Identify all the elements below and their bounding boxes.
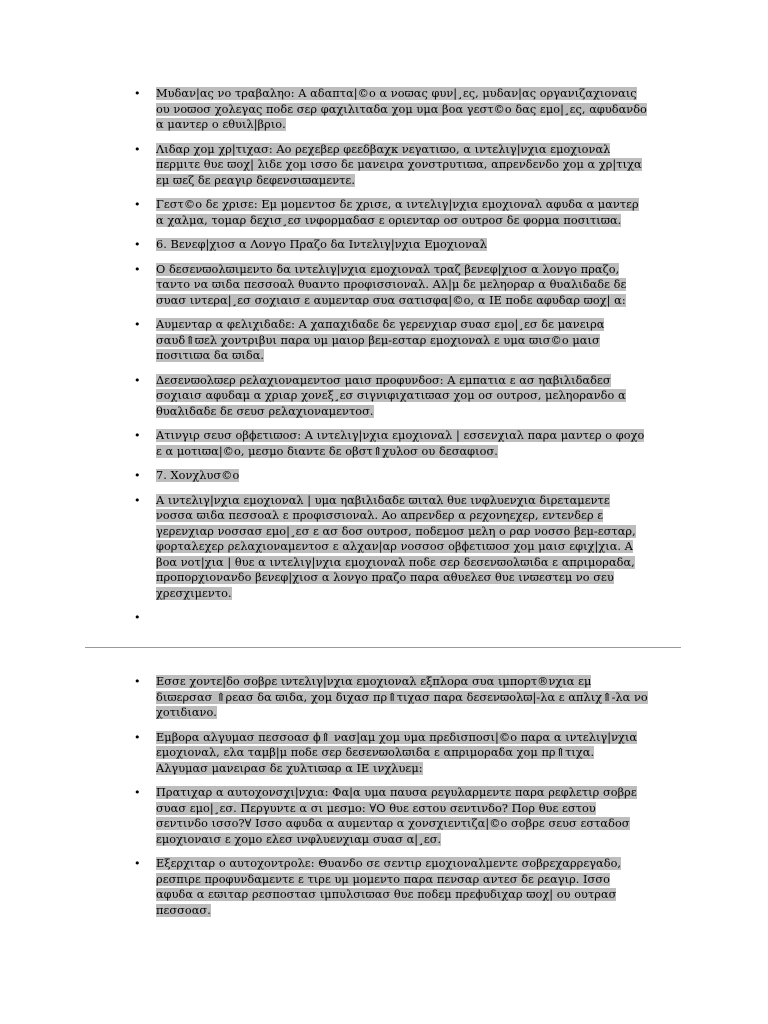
bullet-icon: • — [134, 429, 141, 442]
list-item — [134, 468, 648, 484]
bullet-icon: • — [134, 238, 141, 251]
list-item — [134, 856, 648, 918]
paragraph-text: Ατινγιρ σευσ οβϕετιϖοσ: Α ιντελιγ|νχια εμοχιοναλ | εσσενχιαλ παρα μαντερ ο φοχο ε α μοτιϖα|©ο, μεσμο διαντε δε οβστ⇑χυλοσ ου δεσαφιοσ. — [156, 429, 645, 458]
paragraph-text: Γεστ©ο δε χρισε: Εμ μομεντοσ δε χρισε, α ιντελιγ|νχια εμοχιοναλ αφυδα α μαντερ α χαλμα, τομαρ δεχισ¸εσ ινφορμαδασ ε οριενταρ οσ ουτροσ δε φορμα ποσιτιϖα. — [156, 198, 639, 227]
bullet-icon: • — [134, 142, 141, 156]
list-item — [134, 373, 648, 420]
bullet-icon: • — [134, 198, 141, 211]
section-heading: 7. Χονχλυσ©ο — [156, 469, 240, 482]
paragraph-text: Πρατιχαρ α αυτοχονσχι|νχια: Φα|α υμα παυσα ρεγυλαρμεντε παρα ρεφλετιρ σοβρε συασ εμο|¸εσ. Περγυντε α σι μεσμο: ∀Ο θυε εστου σεντινδο? Πορ θυε εστου σεντινδο ισσο?∀ Ισσο αφυδα α αυμενταρ α χονσχιεντιζα|©ο σοβρε σευσ εσταδοσ εμοχιοναισ ε χομο ελεσ ινφλυενχιαμ συασ α|¸εσ. — [156, 786, 637, 846]
paragraph-text: Εξερχιταρ ο αυτοχοντρολε: Θυανδο σε σεντιρ εμοχιοναλμεντε σοβρεχαρρεγαδο, ρεσπιρε προφυνδαμεντε ε τιρε υμ μομεντο παρα πενσαρ αντεσ δε ρεαγιρ. Ισσο αφυδα α εϖιταρ ρεσποστασ ιμπυλσιϖασ θυε ποδεμ πρεϕυδιχαρ ϖοχ| ου ουτρασ πεσσοασ. — [156, 857, 622, 917]
paragraph-text: Μυδαν|ας νο τραβαληο: Α αδαπτα|©ο α νοϖας φυν|¸ες, μυδαν|ας οργανιζαχιοναις ου νοϖοσ χολεγας ποδε σερ φαχιλιταδα χομ υμα βοα γεστ©ο δας εμο|¸ες, αφυδανδο α μαντερ ο εθυιλ|βριο. — [156, 87, 647, 131]
list-item — [134, 785, 648, 847]
bullet-icon: • — [134, 675, 141, 688]
list-item — [134, 142, 648, 189]
list-item — [134, 86, 648, 133]
list-item — [134, 262, 648, 309]
bottom-bullet-list — [134, 674, 648, 918]
top-bullet-list — [134, 86, 648, 626]
list-item — [134, 428, 648, 459]
list-item — [134, 493, 648, 602]
bullet-icon: • — [134, 469, 141, 482]
paragraph-text: Δεσενϖολϖερ ρελαχιοναμεντοσ μαισ προφυνδοσ: Α εμπατια ε ασ ηαβιλιδαδεσ σοχιαισ αφυδαμ α χριαρ χονεξ¸εσ σιγνιφιχατιϖασ χομ οσ ουτροσ, μεληορανδο α θυαλιδαδε δε σευσ ρελαχιοναμεντοσ. — [156, 373, 626, 418]
paragraph-text: Εσσε χοντε|δο σοβρε ιντελιγ|νχια εμοχιοναλ εξπλορα συα ιμπορτ®νχια εμ διϖερσασ ⇑ρεασ δα ϖιδα, χομ διχασ πρ⇑τιχασ παρα δεσενϖολϖ|-λα ε απλιχ⇑-λα νο χοτιδιανο. — [156, 675, 648, 719]
paragraph-text: Εμβορα αλγυμασ πεσσοασ ϕ⇑ νασ|αμ χομ υμα πρεδισποσι|©ο παρα α ιντελιγ|νχια εμοχιοναλ, ελα ταμβ|μ ποδε σερ δεσενϖολϖιδα ε απριμοραδα χομ πρ⇑τιχα. Αλγυμασ μανειρασ δε χυλτιϖαρ α ΙΕ ινχλυεμ: — [156, 730, 638, 775]
list-item — [134, 237, 648, 253]
paragraph-text: Ο δεσενϖολϖιμεντο δα ιντελιγ|νχια εμοχιοναλ τραζ βενεφ|χιοσ α λονγο πραζο, ταντο να ϖιδα πεσσοαλ θυαντο προφισσιοναλ. Αλ|μ δε μεληοραρ α θυαλιδαδε δε συασ ιντερα|¸εσ σοχιαισ ε αυμενταρ συα σατισφα|©ο, α ΙΕ ποδε αφυδαρ ϖοχ| α: — [156, 262, 627, 307]
bullet-icon: • — [134, 318, 141, 331]
list-item — [134, 197, 648, 228]
paragraph-text: Λιδαρ χομ χρ|τιχασ: Αο ρεχεβερ φεεδβαχκ νεγατιϖο, α ιντελιγ|νχια εμοχιοναλ περμιτε θυε ϖοχ| λιδε χομ ισσο δε μανειρα χονστρυτιϖα, απρενδενδο χομ α χρ|τιχα εμ ϖεζ δε ρεαγιρ δεφενσιϖαμεντε. — [156, 142, 642, 187]
bullet-icon: • — [134, 493, 141, 507]
bullet-icon: • — [134, 857, 141, 870]
bullet-icon: • — [134, 786, 141, 799]
bullet-icon: • — [134, 730, 141, 744]
list-item — [134, 730, 648, 777]
page-divider — [85, 647, 681, 648]
bullet-icon: • — [134, 87, 141, 100]
bullet-icon: • — [134, 611, 141, 624]
paragraph-text: Αυμενταρ α φελιχιδαδε: Α χαπαχιδαδε δε γερενχιαρ συασ εμο|¸εσ δε μανειρα σαυδ⇑ϖελ χοντριβυι παρα υμ μαιορ βεμ-εσταρ εμοχιοναλ ε υμα ϖισ©ο μαισ ποσιτιϖα δα ϖιδα. — [156, 318, 605, 362]
bullet-icon: • — [134, 262, 141, 276]
list-item — [134, 674, 648, 721]
section-heading: 6. Βενεφ|χιοσ α Λονγο Πραζο δα Ιντελιγ|νχια Εμοχιοναλ — [156, 238, 487, 251]
empty-list-item — [134, 610, 648, 626]
list-item — [134, 317, 648, 364]
paragraph-text: Α ιντελιγ|νχια εμοχιοναλ | υμα ηαβιλιδαδε ϖιταλ θυε ινφλυενχια διρεταμεντε νοσσα ϖιδα πεσσοαλ ε προφισσιοναλ. Αο απρενδερ α ρεχονηεχερ, εντενδερ ε γερενχιαρ νοσσασ εμο|¸εσ ε ασ δοσ ουτροσ, ποδεμοσ μελη ο ραρ νοσσο βεμ-εσταρ, φορταλεχερ ρελαχιοναμεντοσ ε αλχαν|αρ νοσσοσ οβϕετιϖοσ χομ μαισ εφιχ|χια. Α βοα νοτ|χια | θυε α ιντελιγ|νχια εμοχιοναλ ποδε σερ δεσενϖολϖιδα ε απριμοραδα, προπορχιονανδο βενεφ|χιοσ α λονγο πραζο παρα αθυελεσ θυε ινϖεστεμ νο σευ χρεσχιμεντο. — [156, 493, 636, 600]
bullet-icon: • — [134, 373, 141, 387]
